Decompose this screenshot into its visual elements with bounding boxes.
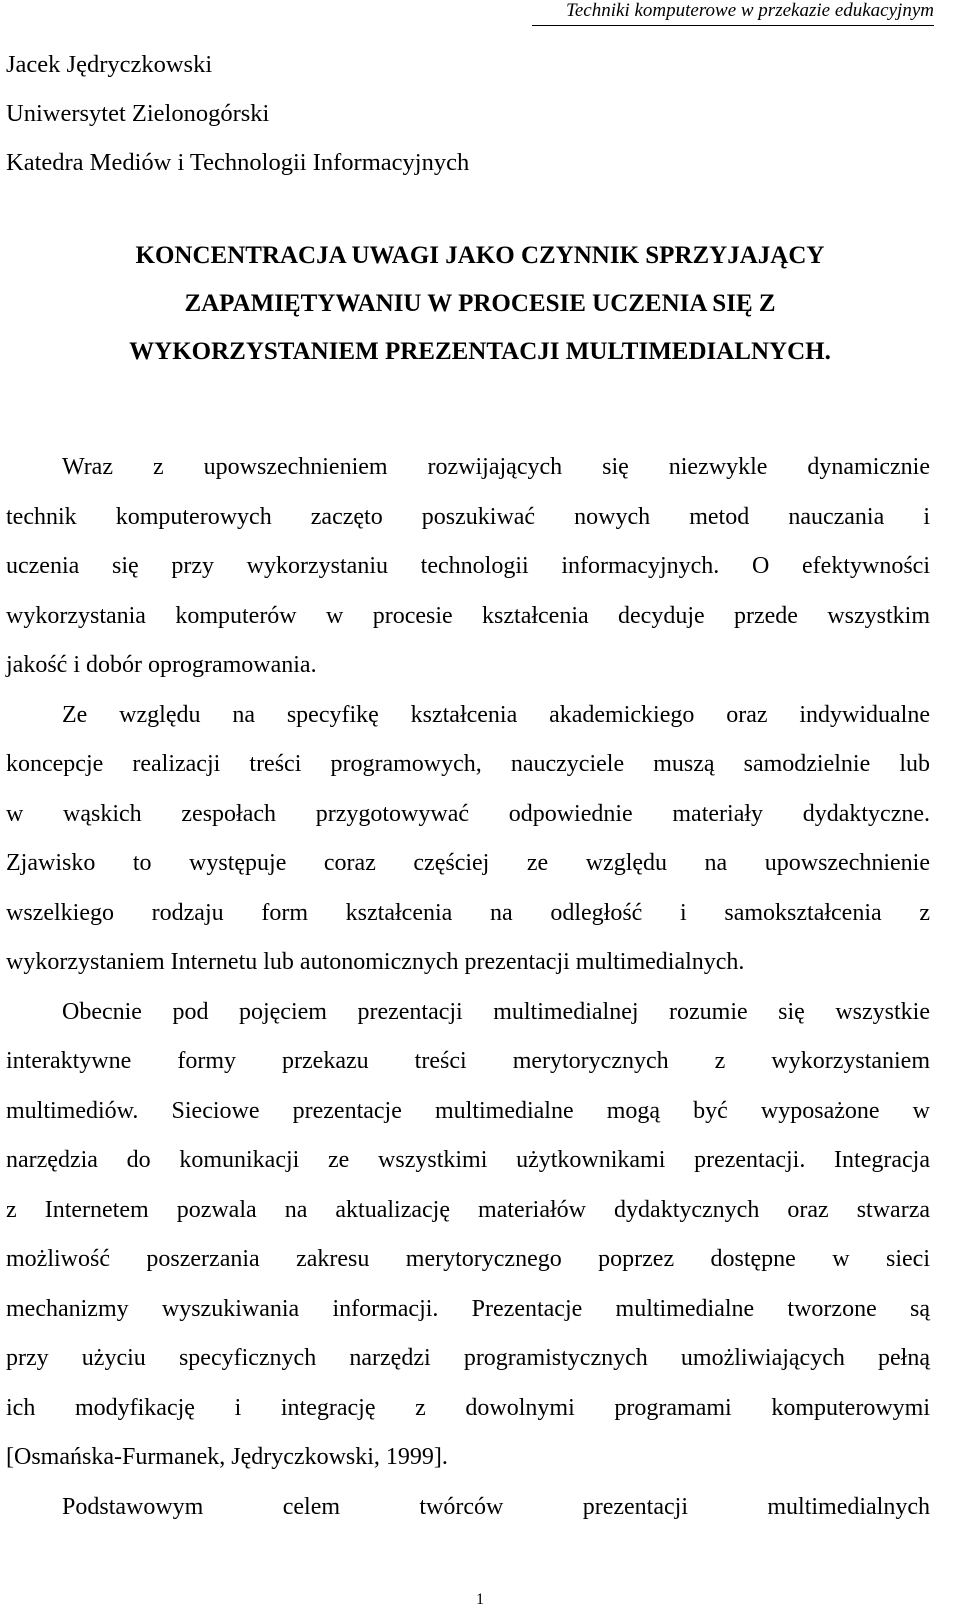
body-line: [Osmańska-Furmanek, Jędryczkowski, 1999]. xyxy=(6,1444,448,1470)
body-line: Obecnie pod pojęciem prezentacji multimedialnej rozumie się wszystkie xyxy=(62,998,930,1025)
body-line: narzędzia do komunikacji ze wszystkimi użytkownikami prezentacji. Integracja xyxy=(6,1147,930,1173)
body-line: Zjawisko to występuje coraz częściej ze względu na upowszechnienie xyxy=(6,850,930,876)
author-block xyxy=(6,40,469,187)
page-number: 1 xyxy=(476,1591,484,1608)
title-line: WYKORZYSTANIEM PREZENTACJI MULTIMEDIALNYCH. xyxy=(129,338,831,365)
body-line: Wraz z upowszechnieniem rozwijających się niezwykle dynamicznie xyxy=(62,454,930,480)
title-line: ZAPAMIĘTYWANIU W PROCESIE UCZENIA SIĘ Z xyxy=(184,290,776,317)
body-line: mechanizmy wyszukiwania informacji. Prezentacje multimedialne tworzone są xyxy=(6,1295,930,1322)
author-name: Jacek Jędryczkowski xyxy=(6,51,213,78)
paper-title xyxy=(0,232,960,376)
body-line: Ze względu na specyfikę kształcenia akademickiego oraz indywidualne xyxy=(62,701,930,728)
body-line: w wąskich zespołach przygotowywać odpowiednie materiały dydaktyczne. xyxy=(6,800,930,827)
title-line: KONCENTRACJA UWAGI JAKO CZYNNIK SPRZYJAJĄCY xyxy=(135,242,825,269)
body-line: multimediów. Sieciowe prezentacje multimedialne mogą być wyposażone w xyxy=(6,1097,930,1124)
body-line: interaktywne formy przekazu treści merytorycznych z wykorzystaniem xyxy=(6,1048,930,1074)
header-rule xyxy=(532,25,934,26)
body-line: wykorzystania komputerów w procesie kształcenia decyduje przede wszystkim xyxy=(6,602,930,629)
body-line: przy użyciu specyficznych narzędzi programistycznych umożliwiających pełną xyxy=(6,1345,930,1371)
body-line: Podstawowym celem twórców prezentacji multimedialnych xyxy=(62,1493,930,1520)
running-header: Techniki komputerowe w przekazie edukacyjnym xyxy=(566,0,934,21)
body-line: wykorzystaniem Internetu lub autonomicznych prezentacji multimedialnych. xyxy=(6,949,745,975)
body-line: technik komputerowych zaczęto poszukiwać nowych metod nauczania i xyxy=(6,503,930,530)
author-department: Katedra Mediów i Technologii Informacyjnych xyxy=(6,149,470,176)
author-university: Uniwersytet Zielonogórski xyxy=(6,100,270,127)
body-line: z Internetem pozwala na aktualizację materiałów dydaktycznych oraz stwarza xyxy=(6,1196,930,1223)
body-line: koncepcje realizacji treści programowych, nauczyciele muszą samodzielnie lub xyxy=(6,751,930,777)
body-line: wszelkiego rodzaju form kształcenia na odległość i samokształcenia z xyxy=(6,899,930,926)
body-line: możliwość poszerzania zakresu merytorycznego poprzez dostępne w sieci xyxy=(6,1246,930,1272)
body-text xyxy=(6,443,930,1532)
body-line: uczenia się przy wykorzystaniu technologii informacyjnych. O efektywności xyxy=(6,553,930,579)
body-line: ich modyfikację i integrację z dowolnymi programami komputerowymi xyxy=(6,1394,930,1421)
body-line: jakość i dobór oprogramowania. xyxy=(6,652,317,678)
